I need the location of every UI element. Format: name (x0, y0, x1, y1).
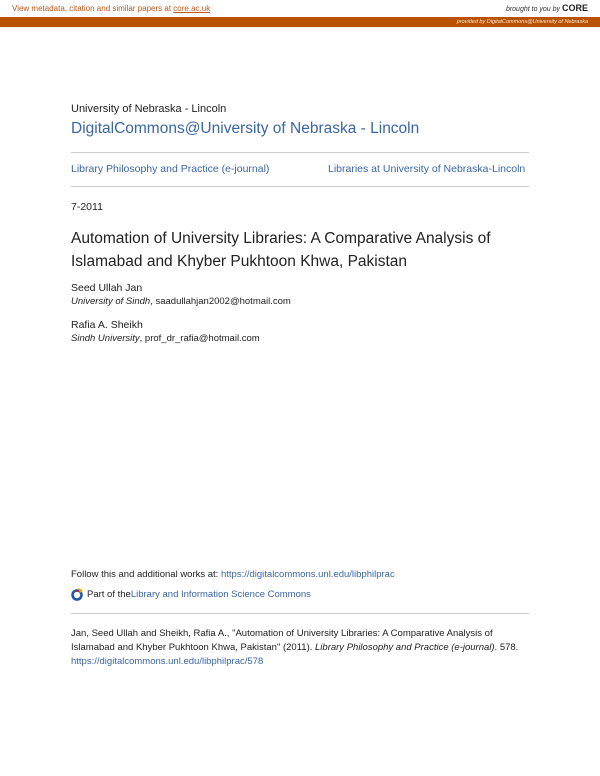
follow-line (71, 569, 395, 580)
metadata-notice (12, 4, 210, 13)
commons-network-icon (71, 588, 84, 601)
divider (71, 613, 529, 614)
journal-link[interactable]: Library Philosophy and Practice (e-journal) (71, 163, 270, 175)
citation-text: Jan, Seed Ullah and Sheikh, Rafia A., "Automation of University Libraries: A Comparative Analysis of Islamabad and Khyber Pukhtoon Khwa, Pakistan" (2011). (71, 628, 493, 653)
libraries-link[interactable]: Libraries at University of Nebraska-Lincoln (328, 163, 526, 175)
date: 7-2011 (71, 201, 103, 213)
institution: University of Nebraska - Lincoln (71, 103, 227, 115)
follow-text: Follow this and additional works at: (71, 569, 221, 580)
affiliation: Sindh University (71, 333, 140, 344)
paper-title: Automation of University Libraries: A Comparative Analysis of Islamabad and Khyber Pukhtoon Khwa, Pakistan (71, 230, 491, 270)
repository-link[interactable]: DigitalCommons@University of Nebraska - Lincoln (71, 120, 420, 137)
part-of-line (71, 588, 311, 601)
email: , saadullahjan2002@hotmail.com (150, 296, 291, 307)
core-banner (0, 0, 600, 17)
divider (71, 186, 529, 187)
citation-link[interactable]: https://digitalcommons.unl.edu/libphilprac/578 (71, 656, 264, 667)
provided-by: provided by DigitalCommons@University of Nebraska (456, 19, 588, 25)
commons-link[interactable]: Library and Information Science Commons (130, 589, 311, 600)
author-name: Rafia A. Sheikh (71, 319, 143, 331)
affiliation: University of Sindh (71, 296, 151, 307)
brought-by (506, 3, 588, 13)
core-logo[interactable]: CORE (561, 3, 588, 13)
part-of-text: Part of the (87, 589, 131, 600)
author-affiliation (71, 296, 291, 307)
collection-link[interactable]: https://digitalcommons.unl.edu/libphilprac (220, 569, 395, 580)
metadata-text: View metadata, citation and similar papers at (12, 4, 174, 13)
core-link[interactable]: core.ac.uk (173, 4, 211, 13)
author-name: Seed Ullah Jan (71, 282, 143, 294)
author-affiliation (71, 333, 260, 344)
citation-journal: Library Philosophy and Practice (e-journal) (315, 642, 495, 653)
citation-number: . 578. (494, 642, 519, 653)
citation (71, 627, 531, 669)
divider (71, 152, 529, 153)
email: , prof_dr_rafia@hotmail.com (139, 333, 260, 344)
brought-text: brought to you by (505, 6, 561, 13)
